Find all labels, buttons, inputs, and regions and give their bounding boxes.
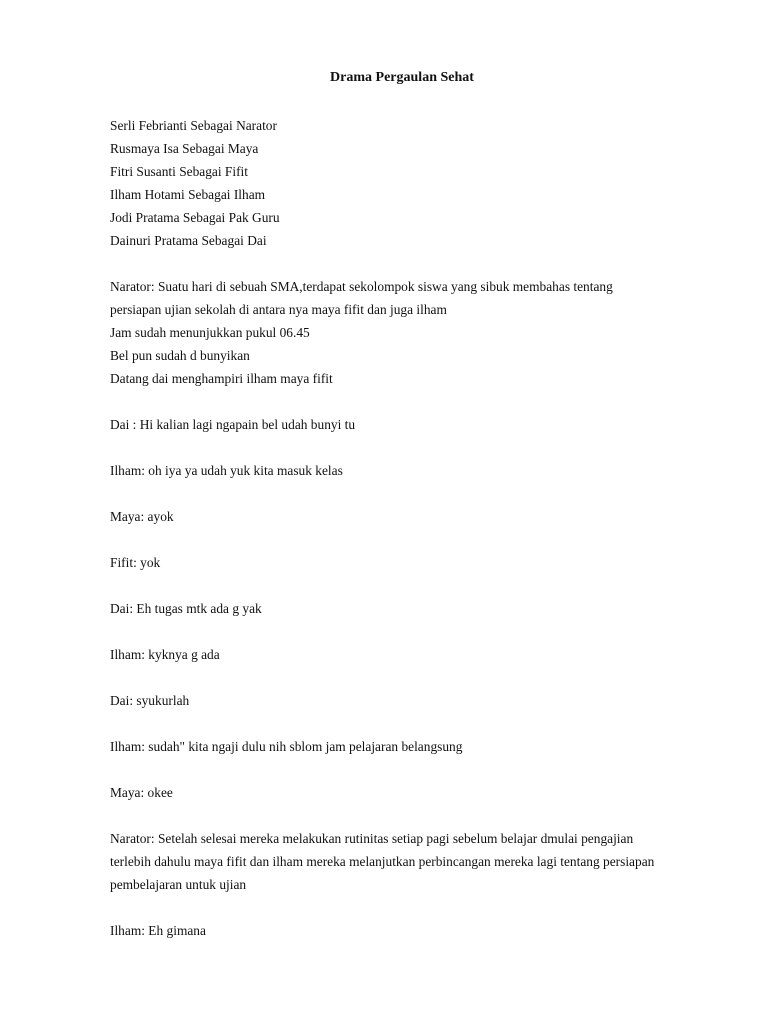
narration-line: pembelajaran untuk ujian bbox=[110, 877, 247, 892]
dialogue-line: Ilham: sudah" kita ngaji dulu nih sblom jam pelajaran belangsung bbox=[110, 739, 463, 754]
document-title: Drama Pergaulan Sehat bbox=[330, 70, 474, 85]
intro-narration bbox=[110, 275, 710, 390]
second-narration bbox=[110, 827, 710, 896]
cast-list bbox=[110, 114, 710, 252]
dialogue-line: Maya: ayok bbox=[110, 509, 174, 524]
dialogue-line: Maya: okee bbox=[110, 785, 173, 800]
dialogue-line: Ilham: Eh gimana bbox=[110, 923, 206, 938]
narration-line: persiapan ujian sekolah di antara nya maya fifit dan juga ilham bbox=[110, 302, 447, 317]
dialogue-line: Ilham: oh iya ya udah yuk kita masuk kelas bbox=[110, 463, 343, 478]
cast-line: Dainuri Pratama Sebagai Dai bbox=[110, 233, 267, 248]
narration-line: Bel pun sudah d bunyikan bbox=[110, 348, 250, 363]
cast-line: Jodi Pratama Sebagai Pak Guru bbox=[110, 210, 280, 225]
dialogue-line: Ilham: kyknya g ada bbox=[110, 647, 220, 662]
narration-line: terlebih dahulu maya fifit dan ilham mereka melanjutkan perbincangan mereka lagi tentang persiapan bbox=[110, 854, 655, 869]
cast-line: Fitri Susanti Sebagai Fifit bbox=[110, 164, 248, 179]
narration-line: Jam sudah menunjukkan pukul 06.45 bbox=[110, 325, 310, 340]
narration-line: Narator: Setelah selesai mereka melakukan rutinitas setiap pagi sebelum belajar dmulai pengajian bbox=[110, 831, 634, 846]
narration-line: Datang dai menghampiri ilham maya fifit bbox=[110, 371, 333, 386]
dialogue-line: Dai : Hi kalian lagi ngapain bel udah bunyi tu bbox=[110, 417, 356, 432]
dialogue-line: Fifit: yok bbox=[110, 555, 161, 570]
cast-line: Serli Febrianti Sebagai Narator bbox=[110, 118, 277, 133]
cast-line: Ilham Hotami Sebagai Ilham bbox=[110, 187, 266, 202]
dialogue-line: Dai: syukurlah bbox=[110, 693, 190, 708]
narration-line: Narator: Suatu hari di sebuah SMA,terdapat sekolompok siswa yang sibuk membahas tentang bbox=[110, 279, 613, 294]
cast-line: Rusmaya Isa Sebagai Maya bbox=[110, 141, 259, 156]
dialogue-line: Dai: Eh tugas mtk ada g yak bbox=[110, 601, 262, 616]
